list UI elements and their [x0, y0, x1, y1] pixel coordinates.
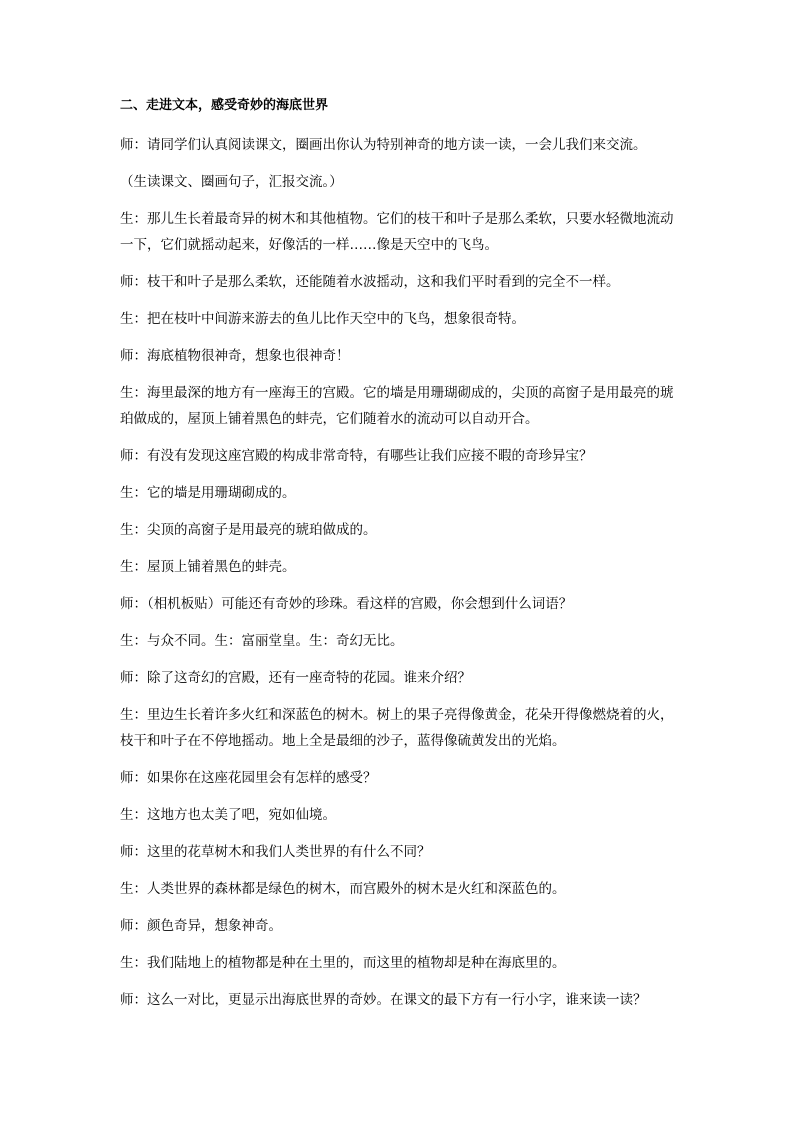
- paragraph: 师：（相机板贴）可能还有奇妙的珍珠。看这样的宫殿，你会想到什么词语？: [120, 596, 573, 612]
- section-heading: 二、走进文本，感受奇妙的海底世界: [120, 98, 329, 113]
- paragraph: 生：海里最深的地方有一座海王的宫殿。它的墙是用珊瑚砌成的，尖顶的高窗子是用最亮的琥珀做成的，屋顶上铺着黑色的蚌壳，它们随着水的流动可以自动开合。: [120, 385, 674, 427]
- paragraph: 师：颜色奇异，想象神奇。: [120, 918, 282, 934]
- paragraph: 师：请同学们认真阅读课文，圈画出你认为特别神奇的地方读一读，一会儿我们来交流。: [120, 137, 647, 153]
- paragraph: 生：这地方也太美了吧，宛如仙境。: [120, 807, 336, 823]
- document-page: [120, 96, 680, 1024]
- paragraph: 生：与众不同。生：富丽堂皇。生：奇幻无比。: [120, 633, 404, 649]
- paragraph: 师：除了这奇幻的宫殿，还有一座奇特的花园。谁来介绍？: [120, 670, 471, 686]
- paragraph: 生：那儿生长着最奇异的树木和其他植物。它们的枝干和叶子是那么柔软，只要水轻微地流动一下，它们就摇动起来，好像活的一样……像是天空中的飞鸟。: [120, 211, 674, 253]
- paragraph: 生：它的墙是用珊瑚砌成的。: [120, 485, 296, 501]
- paragraph: 师：海底植物很神奇，想象也很神奇！: [120, 348, 350, 364]
- paragraph: （生读课文、圈画句子，汇报交流。）: [120, 174, 343, 190]
- paragraph: 生：我们陆地上的植物都是种在土里的，而这里的植物却是种在海底里的。: [120, 955, 566, 971]
- paragraph: 师：如果你在这座花园里会有怎样的感受？: [120, 770, 377, 786]
- paragraph: 师：这里的花草树木和我们人类世界的有什么不同？: [120, 844, 431, 860]
- paragraph: 师：枝干和叶子是那么柔软，还能随着水波摇动，这和我们平时看到的完全不一样。: [120, 274, 620, 290]
- paragraph: 生：屋顶上铺着黑色的蚌壳。: [120, 559, 296, 575]
- paragraph: 生：把在枝叶中间游来游去的鱼儿比作天空中的飞鸟，想象很奇特。: [120, 311, 525, 327]
- paragraph: 生：里边生长着许多火红和深蓝色的树木。树上的果子亮得像黄金，花朵开得像燃烧着的火，枝干和叶子在不停地摇动。地上全是最细的沙子，蓝得像硫黄发出的光焰。: [120, 707, 674, 749]
- paragraph: 生：人类世界的森林都是绿色的树木，而宫殿外的树木是火红和深蓝色的。: [120, 881, 566, 897]
- paragraph: 师：这么一对比，更显示出海底世界的奇妙。在课文的最下方有一行小字，谁来读一读？: [120, 992, 647, 1008]
- paragraph: 生：尖顶的高窗子是用最亮的琥珀做成的。: [120, 522, 377, 538]
- paragraph: 师：有没有发现这座宫殿的构成非常奇特，有哪些让我们应接不暇的奇珍异宝？: [120, 448, 593, 464]
